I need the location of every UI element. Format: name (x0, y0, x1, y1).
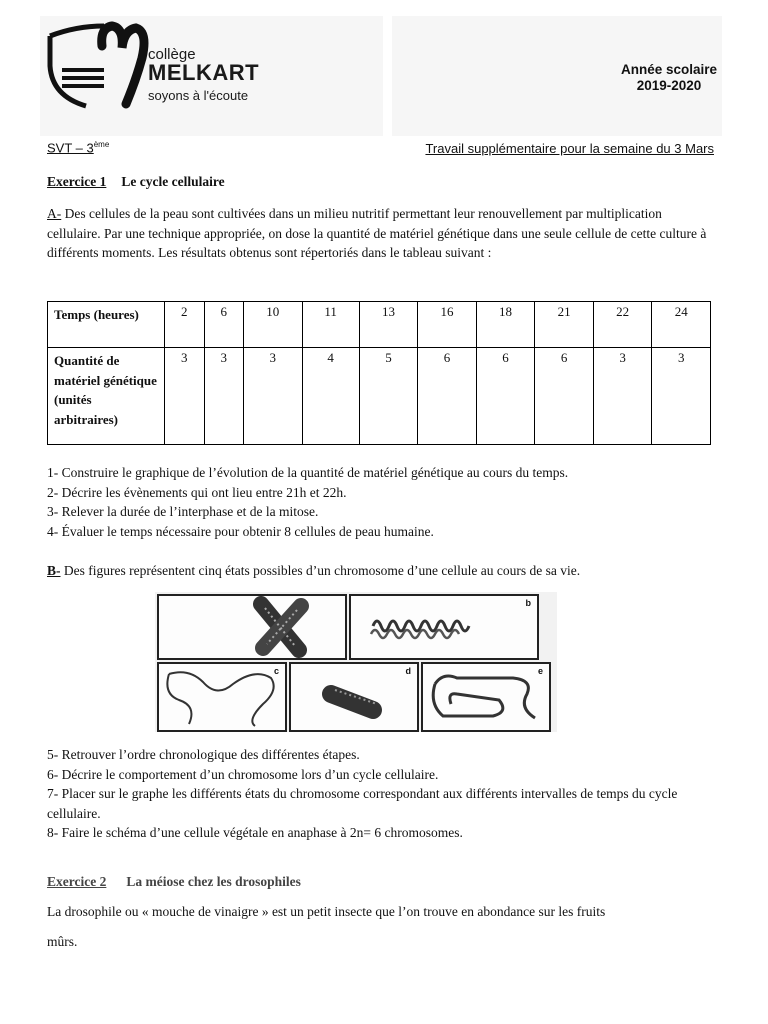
part-a-label: A- (47, 206, 62, 221)
exercise-2-heading (47, 872, 301, 892)
table-header-quantity: Quantité de matériel génétique (unités arbitraires) (48, 348, 165, 445)
table-cell: 24 (652, 302, 711, 348)
table-cell: 11 (302, 302, 359, 348)
school-year-value: 2019-2020 (636, 78, 702, 93)
chromosome-thread-icon (423, 664, 549, 730)
questions-a-list (47, 463, 727, 541)
table-cell: 3 (204, 348, 244, 445)
college-logo-icon (46, 18, 156, 110)
table-cell: 18 (476, 302, 535, 348)
figure-panel-a (157, 594, 347, 660)
table-cell: 6 (535, 348, 594, 445)
table-cell: 6 (476, 348, 535, 445)
table-row-quantity (48, 348, 711, 445)
exercise-2-text-line2: mûrs. (47, 934, 78, 949)
table-cell: 13 (359, 302, 418, 348)
table-header-time: Temps (heures) (48, 302, 165, 348)
data-table (47, 301, 711, 445)
logo-title: MELKART (148, 60, 260, 85)
part-a-text: Des cellules de la peau sont cultivées dans un milieu nutritif permettant leur renouvellement par multiplication cellulaire. Par une technique appropriée, on dose la quantité de matériel génétique dans une seule cellule de cette culture à différents moments. Les résultats obtenus sont répertoriés dans le tableau suivant : (47, 206, 707, 260)
table-cell: 3 (593, 348, 652, 445)
figure-label-e: e (537, 666, 543, 676)
logo-small-text: collège (148, 46, 196, 63)
assignment-title: Travail supplémentaire pour la semaine du 3 Mars (425, 141, 714, 156)
part-b-paragraph (47, 561, 727, 581)
exercise-1-heading (47, 172, 225, 192)
chromosome-condensing-icon (351, 596, 537, 658)
header-logo-block (40, 16, 383, 136)
logo-tagline: soyons à l'écoute (148, 88, 249, 103)
figure-label-c: c (273, 666, 279, 676)
exercise-2-label: Exercice 2 (47, 874, 107, 889)
table-cell: 21 (535, 302, 594, 348)
chromosome-condensed-icon (291, 664, 417, 730)
figure-panel-d (289, 662, 419, 732)
questions-b-list (47, 745, 727, 843)
question-item: 5- Retrouver l’ordre chronologique des différentes étapes. (47, 747, 360, 762)
table-cell: 4 (302, 348, 359, 445)
question-item: 2- Décrire les évènements qui ont lieu entre 21h et 22h. (47, 484, 347, 500)
subject-label (47, 140, 109, 155)
question-item: 4- Évaluer le temps nécessaire pour obtenir 8 cellules de peau humaine. (47, 523, 434, 539)
exercise-2-title: La méiose chez les drosophiles (126, 874, 301, 889)
question-item: 7- Placer sur le graphe les différents états du chromosome correspondant aux différents intervalles de temps du cycle cellulaire. (47, 786, 678, 821)
part-b-text: Des figures représentent cinq états possibles d’un chromosome d’une cellule au cours de sa vie. (60, 563, 581, 578)
table-cell: 3 (165, 348, 205, 445)
figure-panel-e (421, 662, 551, 732)
exercise-1-title: Le cycle cellulaire (121, 174, 225, 189)
figure-panel-b (349, 594, 539, 660)
table-cell: 22 (593, 302, 652, 348)
question-item: 1- Construire le graphique de l’évolution de la quantité de matériel génétique au cours du temps. (47, 465, 569, 480)
question-item: 8- Faire le schéma d’une cellule végétale en anaphase à 2n= 6 chromosomes. (47, 825, 463, 840)
exercise-2-text-line1: La drosophile ou « mouche de vinaigre » est un petit insecte que l’on trouve en abondance sur les fruits (47, 904, 606, 919)
table-cell: 2 (165, 302, 205, 348)
table-cell: 16 (418, 302, 477, 348)
figure-label-d: d (405, 666, 411, 676)
table-cell: 3 (244, 348, 303, 445)
part-a-paragraph (47, 204, 717, 263)
table-cell: 3 (652, 348, 711, 445)
figure-label-b: b (525, 598, 531, 608)
subject-sup: ème (93, 140, 110, 149)
table-cell: 6 (204, 302, 244, 348)
chromosome-x-icon (159, 596, 345, 658)
header-year-block (392, 16, 722, 136)
part-b-label: B- (47, 563, 61, 578)
subject-text: SVT – 3 (47, 140, 94, 156)
table-cell: 10 (244, 302, 303, 348)
chromosome-figure (155, 592, 557, 732)
table-cell: 5 (359, 348, 418, 445)
chromosome-loop-icon (159, 664, 285, 730)
figure-panel-c (157, 662, 287, 732)
school-year-label: Année scolaire (620, 62, 718, 77)
table-row-time (48, 302, 711, 348)
table-cell: 6 (418, 348, 477, 445)
exercise-1-label: Exercice 1 (47, 174, 107, 189)
question-item: 3- Relever la durée de l’interphase et de la mitose. (47, 504, 319, 519)
question-item: 6- Décrire le comportement d’un chromosome lors d’un cycle cellulaire. (47, 766, 439, 782)
